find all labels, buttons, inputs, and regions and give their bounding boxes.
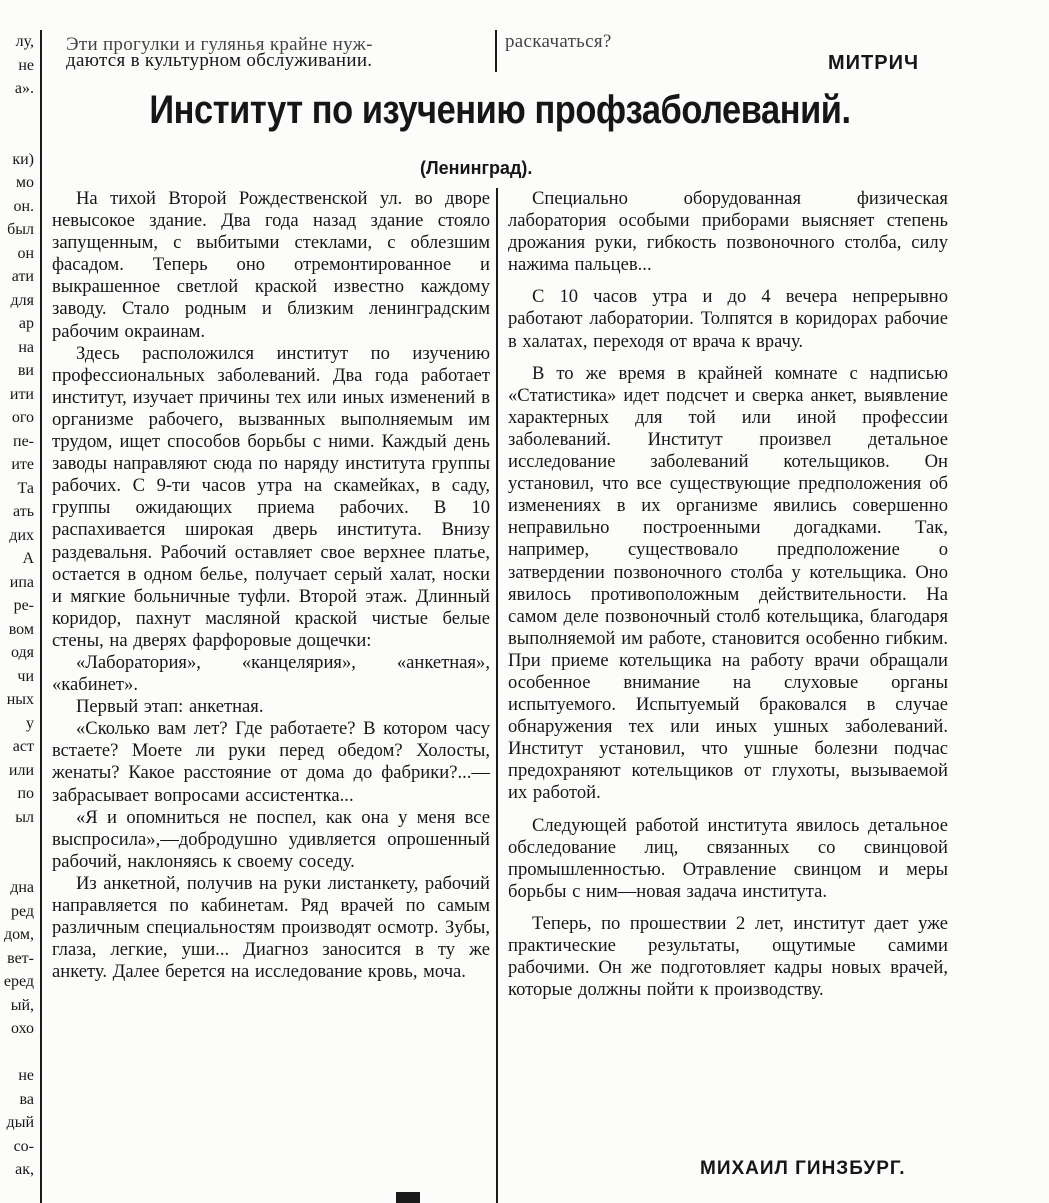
paragraph: В то же время в крайней комнате с надписью «Статистика» идет подсчет и сверка анкет, выявление характерных для той или иной профессии заболеваний. Институт произвел детальное исследование заболеваний котельщиков. Он установил, что все существующие предположения об изменениях в их организме явились совершенно неправильно построенными догадками. Так, например, существовало предположение о затвердении позвоночного столба у котельщика. Оно явилось противоположным действительности. На самом деле позвоночный столб котельщика, благодаря выполняемой им работе, становится особенно гибким. При приеме котельщика на работу врачи обращали особенное внимание на слуховые органы испытуемого. Испытуемый браковался в случае обнаружения тех или иных ушных заболеваний. Институт установил, что ушные болезни подчас предохраняют котельщиков от глухоты, вызываемой их работой.: [508, 362, 948, 804]
margin-fragment: одя: [10, 644, 34, 661]
margin-fragment: дом,: [4, 926, 34, 943]
margin-fragment: аст: [12, 738, 34, 755]
margin-fragment: ки): [12, 150, 34, 168]
margin-fragment: вет-: [7, 949, 34, 967]
header-right-author: МИТРИЧ: [828, 52, 920, 74]
margin-fragment: со-: [13, 1137, 34, 1155]
margin-fragment: ый,: [10, 996, 34, 1014]
paragraph: На тихой Второй Рождественской ул. во дворе невысокое здание. Два года назад здание стояло запущенным, с выбитыми стеклами, с облезшим фасадом. Теперь оно отремонтированное и выкрашенное светлой краской известно каждому заводу. Стало родным и близким ленинградским рабочим окраинам.: [52, 188, 490, 342]
margin-fragment: [0, 853, 34, 877]
left-margin-fragments: [0, 30, 34, 1203]
header-cut-line: Эти прогулки и гулянья крайне нуж-: [66, 34, 373, 55]
margin-fragment: охо: [11, 1020, 34, 1037]
margin-fragment: лу,: [15, 33, 34, 50]
margin-fragment: не: [18, 1067, 34, 1084]
margin-fragment: [0, 1041, 34, 1065]
margin-fragment: ва: [19, 1090, 34, 1108]
margin-fragment: [0, 124, 34, 148]
margin-fragment: он.: [13, 197, 34, 215]
margin-fragment: пе-: [13, 432, 34, 450]
article-column-2: [508, 188, 948, 1001]
margin-fragment: ого: [11, 409, 34, 426]
margin-fragment: для: [10, 291, 34, 309]
margin-fragment: ных: [6, 691, 34, 708]
margin-fragment: [0, 101, 34, 125]
margin-fragment: чи: [17, 667, 34, 685]
header-right-fragment: раскачаться?: [505, 31, 612, 52]
article-column-1: [52, 188, 490, 983]
paragraph: Здесь расположился институт по изучению профессиональных заболеваний. Два года работает институт, изучает причины тех или иных изменений в организме рабочего, вызванных выполняемым им трудом, ищет способов борьбы с ними. Каждый день заводы направляют сюда по наряду института группы рабочих. С 9-ти часов утра на скамейках, в саду, группы ожидающих приема рабочих. В 10 распахивается широкая дверь института. Внизу раздевальня. Рабочий оставляет свое верхнее платье, остается в одном белье, получает серый халат, носки и мягкие больничные туфли. Второй этаж. Длинный коридор, пахнут масляной краской чистые белые стены, на дверях фарфоровые дощечки:: [52, 342, 490, 651]
margin-fragment: на: [18, 338, 34, 356]
margin-fragment: вом: [8, 620, 34, 638]
margin-fragment: не: [18, 56, 34, 74]
margin-fragment: ар: [18, 315, 34, 332]
margin-fragment: или: [8, 761, 34, 779]
margin-fragment: у: [26, 714, 34, 732]
margin-fragment: дна: [10, 879, 34, 896]
margin-fragment: ати: [11, 268, 34, 285]
margin-fragment: [0, 829, 34, 853]
margin-fragment: А: [22, 550, 34, 567]
paragraph: «Лаборатория», «канцелярия», «анкетная», «кабинет».: [52, 651, 490, 696]
margin-fragment: ипа: [9, 573, 34, 591]
margin-fragment: был: [7, 221, 34, 238]
margin-fragment: ре-: [13, 597, 34, 614]
paragraph: «Сколько вам лет? Где работаете? В котором часу встаете? Моете ли руки перед обедом? Холосты, женаты? Какое расстояние от дома до фабрики?...—забрасывает вопросами ассистентка...: [52, 718, 490, 806]
margin-fragment: еред: [3, 973, 34, 990]
paragraph: Специально оборудованная физическая лаборатория особыми приборами выясняет степень дрожания руки, гибкость позвоночного столба, силу нажима пальцев...: [508, 188, 948, 276]
margin-fragment: Та: [17, 479, 34, 497]
margin-fragment: ать: [13, 503, 34, 520]
margin-fragment: ви: [17, 362, 34, 379]
column-divider: [496, 188, 498, 1203]
margin-fragment: а».: [14, 80, 34, 97]
margin-fragment: ред: [10, 902, 34, 920]
margin-fragment: ите: [11, 456, 34, 473]
margin-fragment: ыл: [15, 808, 34, 826]
paragraph: Следующей работой института явилось детальное обследование лиц, связанных со свинцовой промышленностью. Отравление свинцом и меры борьбы с ним—новая задача института.: [508, 814, 948, 902]
paragraph: Первый этап: анкетная.: [76, 696, 264, 718]
header-left-fragment: даются в культурном обслуживании.: [66, 50, 373, 71]
margin-fragment: по: [17, 785, 34, 802]
margin-fragment: ити: [9, 385, 34, 403]
cutoff-headline-fragment: [396, 1192, 420, 1203]
paragraph: С 10 часов утра и до 4 вечера непрерывно работают лаборатории. Толпятся в коридорах рабочие в халатах, переходя от врача к врачу.: [508, 286, 948, 352]
paragraph: Из анкетной, получив на руки листанкету, рабочий направляется по кабинетам. Ряд врачей по самым различным специальностям производят осмотр. Зубы, глаза, легкие, уши... Диагноз заносится в ту же анкету. Далее берется на исследование кровь, моча.: [52, 872, 490, 983]
header-divider: [495, 30, 497, 72]
paragraph: «Я и опомниться не поспел, как она у меня все выспросила»,—добродушно удивляется опрошенный рабочий, наклоняясь к своему соседу.: [52, 806, 490, 872]
margin-fragment: мо: [15, 174, 34, 191]
article-title: Институт по изучению профзаболеваний.: [149, 88, 851, 132]
margin-fragment: дый: [6, 1114, 34, 1131]
article-author: МИХАИЛ ГИНЗБУРГ.: [700, 1158, 906, 1179]
left-column-rule: [40, 30, 42, 1203]
margin-fragment: он: [17, 244, 34, 262]
margin-fragment: дих: [9, 526, 34, 544]
margin-fragment: ак,: [15, 1161, 34, 1178]
article-subtitle: (Ленинград).: [420, 158, 533, 178]
paragraph: Теперь, по прошествии 2 лет, институт дает уже практические результаты, ощутимые самими рабочими. Он же подготовляет кадры новых врачей, которые должны пойти к производству.: [508, 912, 948, 1001]
